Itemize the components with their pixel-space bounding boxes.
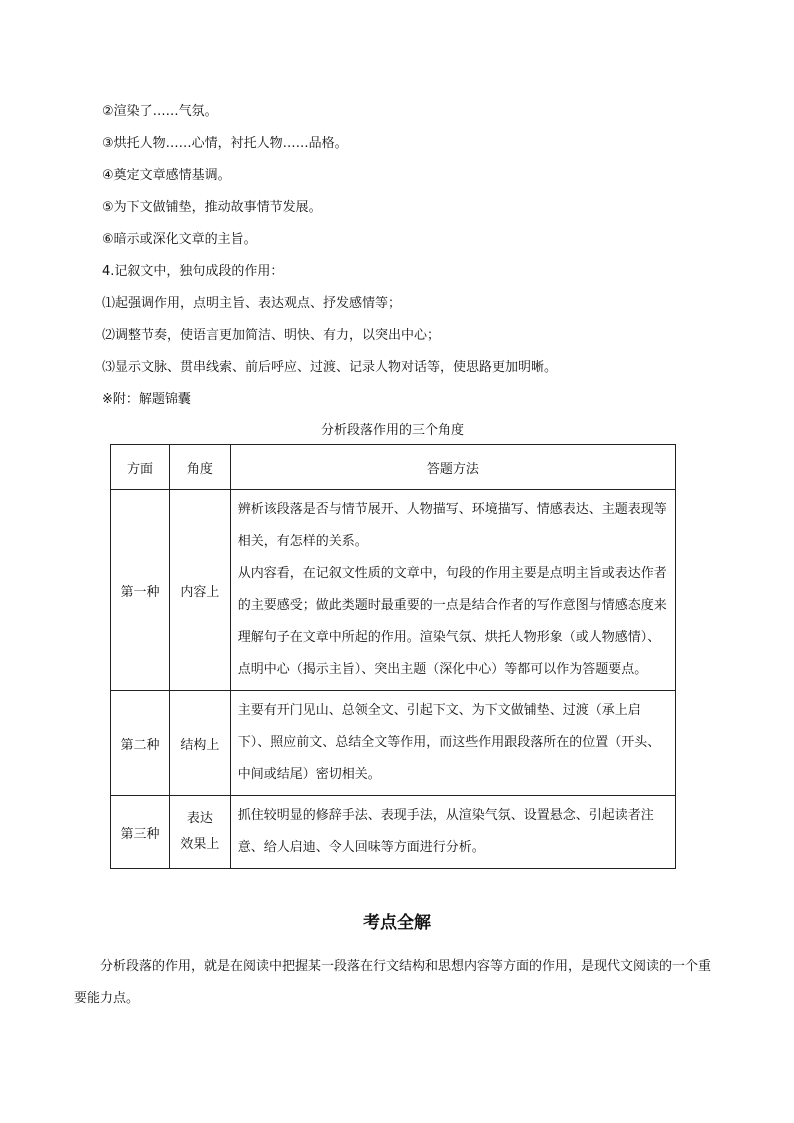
list-item: ⑵调整节奏，使语言更加简洁、明快、有力，以突出中心； xyxy=(102,328,441,343)
method-text: 从内容看，在记叙文性质的文章中，句段的作用主要是点明主旨或表达作者的主要感受；做此类题时最重要的一点是结合作者的写作意图与情感态度来理解句子在文章中所起的作用。渲染气氛、烘托人物形象（或人物感情）、点明中心（揭示主旨）、突出主题（深化中心）等都可以作为答题要点。 xyxy=(237,566,667,677)
list-item: ⑤为下文做铺垫，推动故事情节发展。 xyxy=(102,200,322,215)
header-angle: 角度 xyxy=(169,445,230,490)
table-header-row xyxy=(111,445,676,490)
row-angle: 内容上 xyxy=(169,490,230,691)
header-method: 答题方法 xyxy=(230,445,675,490)
table-row xyxy=(111,490,676,691)
list-item: ④奠定文章感情基调。 xyxy=(102,168,231,183)
list-item: ⑴起强调作用，点明主旨、表达观点、抒发感情等； xyxy=(102,296,402,311)
table-row xyxy=(111,796,676,869)
method-text: 辨析该段落是否与情节展开、人物描写、环境描写、情感表达、主题表现等相关，有怎样的关系。 xyxy=(237,502,667,549)
section-paragraph: 分析段落的作用，就是在阅读中把握某一段落在行文结构和思想内容等方面的作用，是现代文阅读的一个重要能力点。 xyxy=(74,959,712,1006)
list-item: ③烘托人物……心情，衬托人物……品格。 xyxy=(102,136,348,151)
row-angle xyxy=(169,796,230,869)
table-caption: 分析段落作用的三个角度 xyxy=(320,423,464,438)
table-row xyxy=(111,691,676,796)
list-item: ②渲染了……气氛。 xyxy=(102,104,218,119)
list-heading: 4.记叙文中，独句成段的作用： xyxy=(102,264,284,279)
angle-line: 效果上 xyxy=(180,837,220,852)
method-text: 抓住较明显的修辞手法、表现手法，从渲染气氛、设置悬念、引起读者注意、给人启迪、令人回味等方面进行分析。 xyxy=(237,808,654,855)
row-angle: 结构上 xyxy=(169,691,230,796)
section-heading: 考点全解 xyxy=(363,913,431,933)
method-table xyxy=(110,444,676,869)
row-method xyxy=(230,796,675,869)
header-aspect: 方面 xyxy=(111,445,170,490)
row-aspect: 第三种 xyxy=(111,796,170,869)
angle-line: 表达 xyxy=(186,811,213,826)
appendix-label: ※附：解题锦囊 xyxy=(102,392,191,407)
row-method xyxy=(230,490,675,691)
row-aspect: 第一种 xyxy=(111,490,170,691)
list-item: ⑥暗示或深化文章的主旨。 xyxy=(102,232,257,247)
list-item: ⑶显示文脉、贯串线索、前后呼应、过渡、记录人物对话等，使思路更加明晰。 xyxy=(102,360,558,375)
row-aspect: 第二种 xyxy=(111,691,170,796)
row-method xyxy=(230,691,675,796)
method-text: 主要有开门见山、总领全文、引起下文、为下文做铺垫、过渡（承上启下）、照应前文、总结全文等作用，而这些作用跟段落所在的位置（开头、中间或结尾）密切相关。 xyxy=(237,703,661,782)
